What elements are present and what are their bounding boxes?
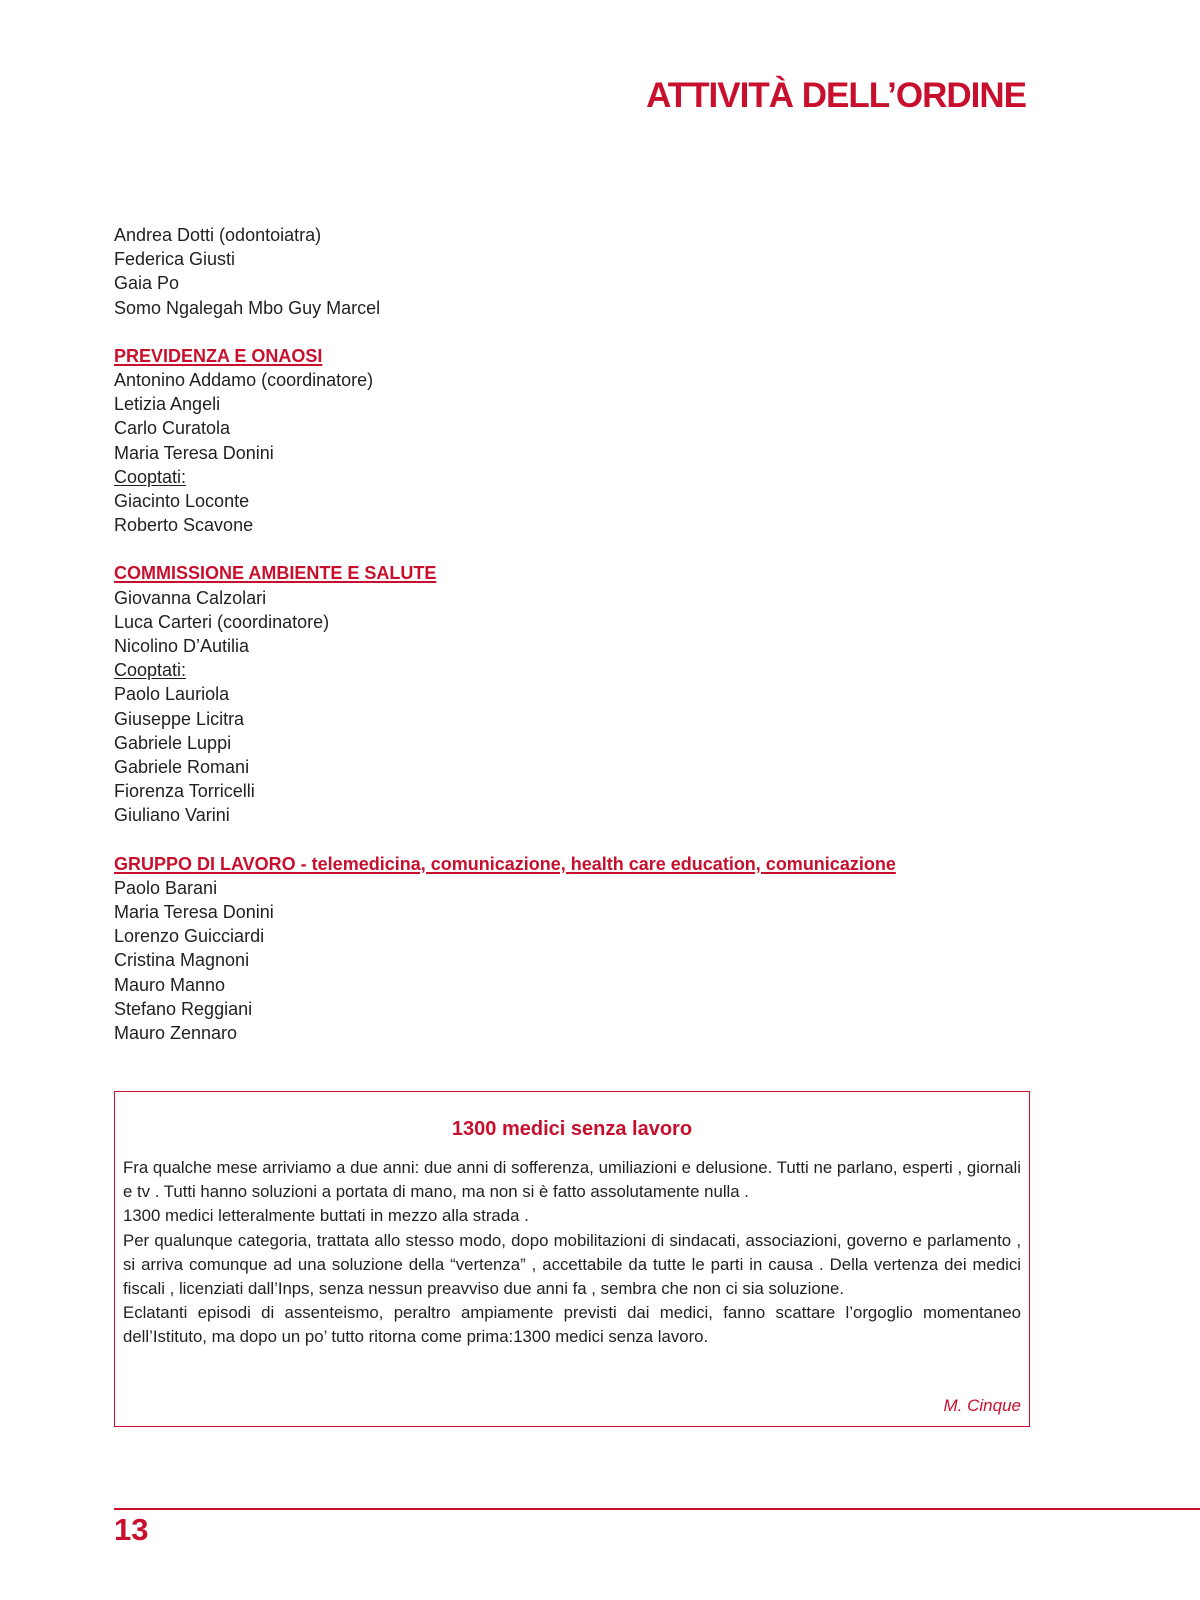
intro-member: Andrea Dotti (odontoiatra)	[114, 225, 322, 245]
section-title-previdenza: PREVIDENZA E ONAOSI	[114, 345, 323, 366]
ambiente-coopted-member: Giuseppe Licitra	[114, 708, 245, 729]
gruppo-member: Mauro Zennaro	[114, 1023, 238, 1044]
article-paragraph: Fra qualche mese arriviamo a due anni: due anni di sofferenza, umiliazioni e delusione. Tutti ne parlano, esperti , giornali e tv . Tutti hanno soluzioni a portata di mano, ma non si è fatto assolutamente nulla .	[123, 1158, 1021, 1202]
gruppo-member: Paolo Barani	[114, 877, 218, 898]
gruppo-member: Stefano Reggiani	[114, 998, 253, 1019]
ambiente-member: Giovanna Calzolari	[114, 587, 267, 608]
previdenza-member: Letizia Angeli	[114, 394, 221, 415]
ambiente-member: Nicolino D’Autilia	[114, 636, 250, 657]
footer-divider	[114, 1508, 1200, 1510]
previdenza-member: Carlo Curatola	[114, 418, 231, 439]
previdenza-member: Antonino Addamo (coordinatore)	[114, 370, 374, 391]
article-signature: M. Cinque	[943, 1396, 1021, 1415]
intro-member: Gaia Po	[114, 273, 180, 294]
ambiente-coopted-label: Cooptati:	[114, 660, 187, 681]
previdenza-member: Maria Teresa Donini	[114, 442, 274, 463]
previdenza-coopted-label: Cooptati:	[114, 466, 187, 487]
previdenza-coopted-member: Giacinto Loconte	[114, 491, 250, 512]
ambiente-member: Luca Carteri (coordinatore)	[114, 611, 330, 632]
gruppo-member: Cristina Magnoni	[114, 950, 250, 971]
ambiente-coopted-member: Giuliano Varini	[114, 805, 230, 826]
page-number: 13	[114, 1512, 149, 1547]
ambiente-coopted-member: Gabriele Romani	[114, 757, 250, 778]
page-header-title: ATTIVITÀ DELL’ORDINE	[646, 76, 1026, 115]
section-title-gruppo: GRUPPO DI LAVORO - telemedicina, comunicazione, health care education, comunicazione	[114, 853, 896, 874]
gruppo-member: Maria Teresa Donini	[114, 902, 274, 923]
article-box	[114, 1091, 1030, 1427]
gruppo-member: Lorenzo Guicciardi	[114, 926, 265, 947]
article-title: 1300 medici senza lavoro	[451, 1118, 693, 1140]
previdenza-coopted-member: Roberto Scavone	[114, 515, 254, 536]
section-title-ambiente: COMMISSIONE AMBIENTE E SALUTE	[114, 563, 437, 584]
article-paragraph: 1300 medici letteralmente buttati in mezzo alla strada .	[123, 1206, 529, 1226]
ambiente-coopted-member: Fiorenza Torricelli	[114, 781, 255, 802]
intro-member: Federica Giusti	[114, 249, 236, 270]
ambiente-coopted-member: Gabriele Luppi	[114, 732, 232, 753]
article-body	[123, 1156, 1021, 1350]
members-list	[114, 223, 1074, 1045]
article-paragraph: Per qualunque categoria, trattata allo stesso modo, dopo mobilitazioni di sindacati, associazioni, governo e parlamento , si arriva comunque ad una soluzione della “vertenza” , accettabile da tutte le parti in causa . Della vertenza dei medici fiscali , licenziati dall’Inps, senza nessun preavviso due anni fa , sembra che non ci sia soluzione.	[123, 1230, 1021, 1299]
gruppo-member: Mauro Manno	[114, 974, 226, 995]
ambiente-coopted-member: Paolo Lauriola	[114, 684, 230, 705]
intro-member: Somo Ngalegah Mbo Guy Marcel	[114, 297, 381, 318]
article-paragraph: Eclatanti episodi di assenteismo, peraltro ampiamente previsti dai medici, fanno scattare l’orgoglio momentaneo dell’Istituto, ma dopo un po’ tutto ritorna come prima:1300 medici senza lavoro.	[123, 1303, 1021, 1347]
